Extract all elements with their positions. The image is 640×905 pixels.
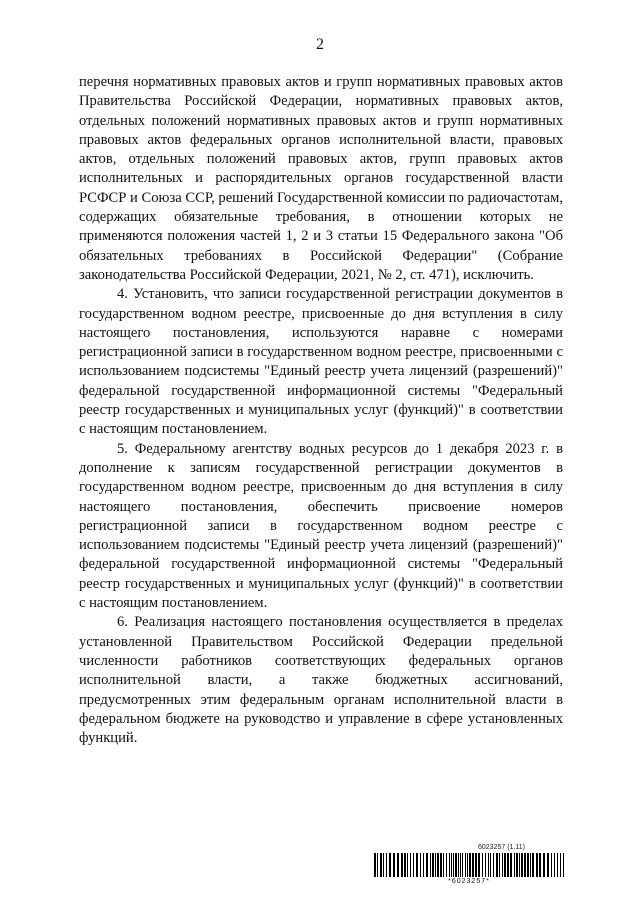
barcode-bar [416,853,418,877]
barcode-number: *6023257* [448,878,490,885]
barcode-bar [557,853,558,877]
barcode-bar [475,853,477,877]
barcode-bar [551,853,552,877]
barcode-bar [472,853,474,877]
barcode-bar [478,853,480,877]
barcode-bar [536,853,538,877]
barcode-bar [451,853,452,877]
barcode-bar [521,853,523,877]
barcode-bar [423,853,424,877]
paragraph-item-5: 5. Федеральному агентству водных ресурсов до 1 декабря 2023 г. в дополнение к записям государственной регистрации документов в государственном водном реестре, присвоенным до дня вступления в силу настоящего постановления, обеспечить присвоение номеров регистрационной записи в государственном водном реестре с использованием подсистемы "Единый реестр учета лицензий (разрешений)" федеральной государственной информационной системы "Федеральный реестр государственных и муниципальных услуг (функций)" в соответствии с настоящим постановлением. [79,440,563,612]
barcode-bar [449,853,450,877]
barcode-bar [527,853,529,877]
barcode-bar [532,853,534,877]
barcode-bar [554,853,555,877]
barcode-bar [493,853,494,877]
barcode-bar [519,853,520,877]
barcode-image [373,853,565,877]
barcode-bar [407,853,408,877]
barcode-bar [374,853,376,877]
barcode-bar [465,853,466,877]
barcode-bar [539,853,541,877]
barcode-bar [496,853,498,877]
paragraph-continuation: перечня нормативных правовых актов и групп нормативных правовых актов Правительства Российской Федерации, нормативных правовых актов, отдельных положений нормативных правовых актов и групп нормативных правовых актов федеральных органов исполнительной власти, правовых актов, отдельных положений правовых актов, групп правовых актов исполнительных и распорядительных органов государственной власти РСФСР и Союза ССР, решений Государственной комиссии по радиочастотам, содержащих обязательные требования, в отношении которых не применяются положения частей 1, 2 и 3 статьи 15 Федерального закона "Об обязательных требованиях в Российской Федерации" (Собрание законодательства Российской Федерации, 2021, № 2, ст. 471), исключить. [79,74,563,283]
barcode-bar [467,853,468,877]
barcode-bar [504,853,506,877]
barcode-bar [435,853,436,877]
barcode-bar [397,853,399,877]
barcode-bar [510,853,512,877]
barcode-bar [524,853,526,877]
paragraph-item-6: 6. Реализация настоящего постановления осуществляется в пределах установленной Правительством Российской Федерации предельной численности работников соответствующих федеральных органов исполнительной власти, а также бюджетных ассигнований, предусмотренных этим федеральным органам исполнительной власти в федеральном бюджете на руководство и управление в сфере установленных функций. [79,614,563,747]
barcode-bar [404,853,406,877]
barcode-bar [462,853,463,877]
barcode-bar [426,853,428,877]
barcode-bar [547,853,549,877]
barcode-bar [413,853,414,877]
barcode-bar [499,853,500,877]
barcode-bar [560,853,561,877]
page-number: 2 [316,36,324,53]
barcode-bar [485,853,486,877]
barcode-bar [460,853,461,877]
barcode-bar [383,853,384,877]
barcode-bar [432,853,434,877]
barcode-bar [389,853,391,877]
barcode-bar [401,853,403,877]
barcode-bar [455,853,457,877]
barcode-bar [380,853,382,877]
barcode-bar [482,853,483,877]
barcode-bar [453,853,454,877]
barcode-bar [507,853,509,877]
barcode-bar [502,853,503,877]
barcode-bar [443,853,444,877]
document-body [79,73,563,748]
paragraph-item-4: 4. Установить, что записи государственной регистрации документов в государственном водном реестре, присвоенные до дня вступления в силу настоящего постановления, используются наравне с номерами регистрационной записи в государственном водном реестре, присвоенными с использованием подсистемы "Единый реестр учета лицензий (разрешений)" федеральной государственной информационной системы "Федеральный реестр государственных и муниципальных услуг (функций)" в соответствии с настоящим постановлением. [79,286,563,438]
barcode-bar [488,853,489,877]
barcode-bar [563,853,564,877]
document-code: 6023257 (1.11) [478,844,525,851]
barcode-bar [490,853,491,877]
barcode-bar [437,853,439,877]
barcode-bar [514,853,515,877]
barcode-bar [430,853,431,877]
barcode-bar [543,853,545,877]
barcode-bar [410,853,411,877]
barcode-bar [458,853,459,877]
barcode-bar [530,853,531,877]
barcode-bar [469,853,471,877]
barcode-bar [377,853,378,877]
barcode-bar [446,853,447,877]
barcode-bar [420,853,421,877]
barcode-bar [393,853,395,877]
barcode-bar [440,853,442,877]
barcode-bar [386,853,387,877]
barcode-bar [516,853,518,877]
